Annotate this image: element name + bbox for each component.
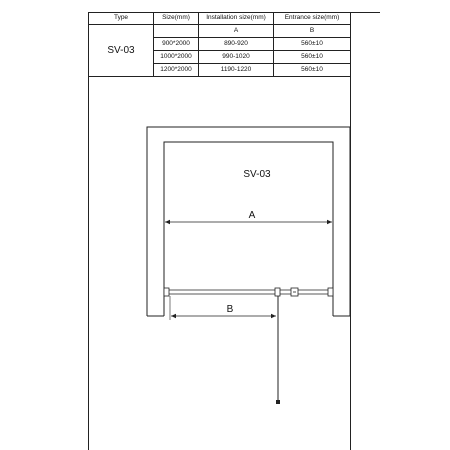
wall-profile-left	[164, 288, 169, 296]
row-installation: 990-1020	[199, 51, 274, 64]
row-installation: 890-920	[199, 38, 274, 51]
header-type: Type	[89, 13, 154, 25]
subheader-a: A	[199, 25, 274, 38]
wall-profile-right	[328, 288, 333, 296]
row-entrance: 560±10	[274, 51, 351, 64]
row-size: 1000*2000	[154, 51, 199, 64]
drawing-model-label: SV-03	[243, 169, 271, 180]
header-installation-size: Installation size(mm)	[199, 13, 274, 25]
header-entrance-size: Entrance size(mm)	[274, 13, 351, 25]
support-bar-foot	[276, 400, 280, 404]
row-size: 1200*2000	[154, 64, 199, 77]
dimension-a-label: A	[248, 210, 256, 221]
row-size: 900*2000	[154, 38, 199, 51]
row-installation: 1190-1220	[199, 64, 274, 77]
door-roller-left	[275, 288, 280, 296]
row-entrance: 560±10	[274, 64, 351, 77]
header-size: Size(mm)	[154, 13, 199, 25]
wall-outline-outer	[147, 127, 350, 316]
model-cell: SV-03	[89, 25, 154, 77]
dimension-b-label: B	[226, 304, 234, 315]
subheader-b: B	[274, 25, 351, 38]
row-entrance: 560±10	[274, 38, 351, 51]
